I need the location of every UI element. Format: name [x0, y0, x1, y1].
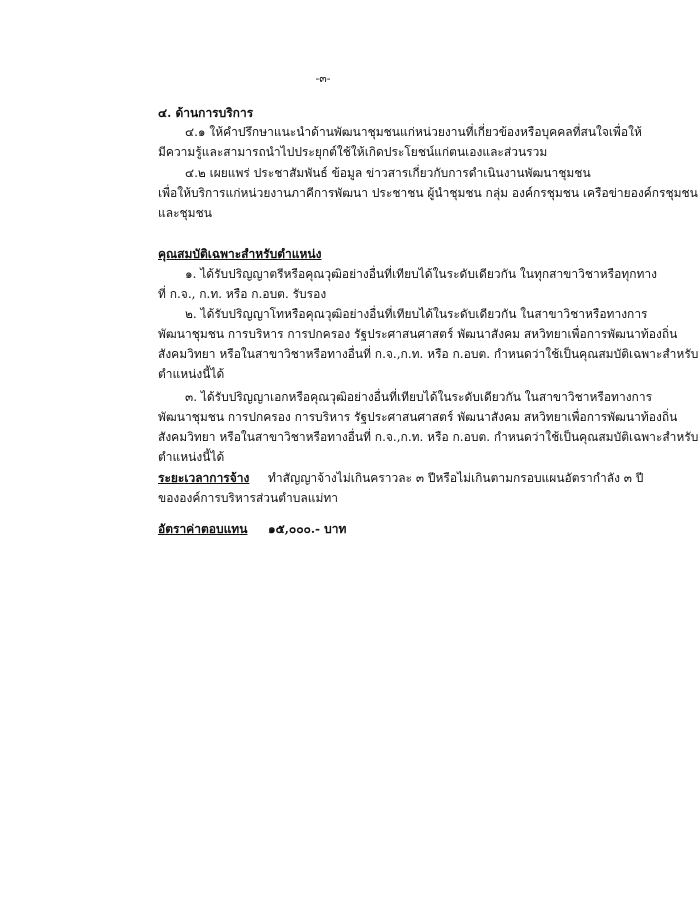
service-item-1-line-1: ๔.๑ ให้คำปรึกษาแนะนำด้านพัฒนาชุมชนแก่หน่วยงานที่เกี่ยวข้องหรือบุคคลที่สนใจเพื่อให้	[185, 125, 642, 139]
compensation-label: อัตราค่าตอบแทน	[158, 522, 248, 536]
qualification-2-line-4: ตำแหน่งนี้ได้	[158, 367, 225, 381]
service-item-1-line-2: มีความรู้และสามารถนำไปประยุกต์ใช้ให้เกิดประโยชน์แก่ตนเองและส่วนรวม	[158, 145, 548, 159]
employment-period-text: ทำสัญญาจ้างไม่เกินคราวละ ๓ ปีหรือไม่เกินตามกรอบแผนอัตรากำลัง ๓ ปี	[268, 471, 644, 485]
qualification-2-line-2: พัฒนาชุมชน การบริหาร การปกครอง รัฐประศาสนศาสตร์ พัฒนาสังคม สหวิทยาเพื่อการพัฒนาท้องถิ่น	[158, 327, 678, 341]
qualification-3-line-1: ๓. ได้รับปริญญาเอกหรือคุณวุฒิอย่างอื่นที่เทียบได้ในระดับเดียวกัน ในสาขาวิชาหรือทางการ	[185, 390, 653, 404]
service-item-2-line-1: ๔.๒ เผยแพร่ ประชาสัมพันธ์ ข้อมูล ข่าวสารเกี่ยวกับการดำเนินงานพัฒนาชุมชน	[185, 166, 591, 180]
section-service-heading: ๔. ด้านการบริการ	[158, 106, 254, 120]
service-item-2-line-2: เพื่อให้บริการแก่หน่วยงานภาคีการพัฒนา ประชาชน ผู้นำชุมชน กลุ่ม องค์กรชุมชน เครือข่ายองค์กรชุมชน	[158, 186, 698, 200]
service-item-2-line-3: และชุมชน	[158, 206, 212, 220]
qualification-2-line-3: สังคมวิทยา หรือในสาขาวิชาหรือทางอื่นที่ ก.จ.,ก.ท. หรือ ก.อบต. กำหนดว่าใช้เป็นคุณสมบัติเฉพาะสำหรับ	[158, 347, 698, 361]
qualifications-heading: คุณสมบัติเฉพาะสำหรับตำแหน่ง	[158, 247, 322, 261]
employment-period-label: ระยะเวลาการจ้าง	[158, 471, 250, 485]
employment-period-text-2: ขององค์การบริหารส่วนตำบลแม่ทา	[158, 491, 339, 505]
qualification-3-line-2: พัฒนาชุมชน การปกครอง การบริหาร รัฐประศาสนศาสตร์ พัฒนาสังคม สหวิทยาเพื่อการพัฒนาท้องถิ่น	[158, 410, 678, 424]
page-number: -๓-	[315, 72, 331, 85]
qualification-2-line-1: ๒. ได้รับปริญญาโทหรือคุณวุฒิอย่างอื่นที่เทียบได้ในระดับเดียวกัน ในสาขาวิชาหรือทางการ	[185, 307, 648, 321]
qualification-3-line-3: สังคมวิทยา หรือในสาขาวิชาหรือทางอื่นที่ ก.จ.,ก.ท. หรือ ก.อบต. กำหนดว่าใช้เป็นคุณสมบัติเฉพาะสำหรับ	[158, 430, 698, 444]
qualification-1-line-2: ที่ ก.จ., ก.ท. หรือ ก.อบต. รับรอง	[158, 287, 327, 301]
qualification-1-line-1: ๑. ได้รับปริญญาตรีหรือคุณวุฒิอย่างอื่นที่เทียบได้ในระดับเดียวกัน ในทุกสาขาวิชาหรือทุกทาง	[185, 267, 657, 281]
compensation-amount: ๑๕,๐๐๐.- บาท	[268, 522, 347, 536]
qualification-3-line-4: ตำแหน่งนี้ได้	[158, 450, 225, 464]
